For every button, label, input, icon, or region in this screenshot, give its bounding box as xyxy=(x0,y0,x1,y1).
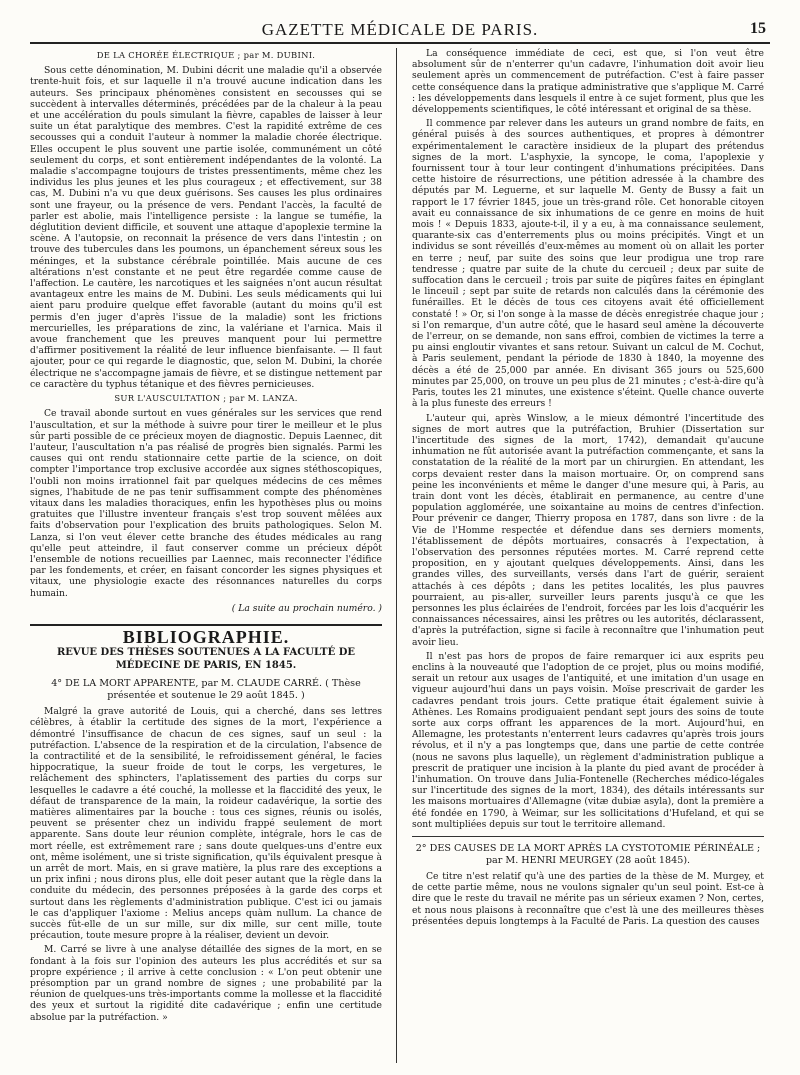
paragraph-meurgey: Ce titre n'est relatif qu'à une des parties de la thèse de M. Murgey, et de cette partie même, nous ne voulons signaler qu'un seul point. Est-ce à dire que le reste du travail ne mérite pas un sérieux examen ? Non, certes, et nous nous plaisons à reconnaître que c'est là une des meilleures thèses présentées depuis longtemps à la Faculté de Paris. La question des causes xyxy=(412,871,764,927)
paragraph-antiquite: Il n'est pas hors de propos de faire remarquer ici aux esprits peu enclins à la nouveauté que l'adoption de ce projet, plus ou moins modifié, serait un retour aux usages de l'antiquité, et une imitation d'un usage en vigueur aujourd'hui dans un pays voisin. Moïse prescrivait de garder les cadavres pendant trois jours. Cette pratique était également suivie à Athènes. Les Romains prodiguaient pendant sept jours des soins de toute sorte aux corps offrant les apparences de la mort. Aujourd'hui, en Allemagne, les protestants n'enterrent leurs cadavres qu'après trois jours révolus, et il n'y a pas longtemps que, dans une partie de cette contrée (nous ne savons plus laquelle), un règlement d'administration publique a prescrit de pratiquer une incision à la plante du pied avant de procéder à l'inhumation. On trouve dans Julia-Fontenelle (Recherches médico-légales sur l'incertitude des signes de la mort, 1834), des détails intéressants sur les maisons mortuaires d'Allemagne (vitæ dubiæ asyla), dont la première a été fondée en 1790, à Weimar, sur les sollicitations d'Hufeland, et qui se sont multipliées depuis sur tout le territoire allemand. xyxy=(412,650,764,830)
paragraph-faits: Il commence par relever dans les auteurs un grand nombre de faits, en général puisés à des sources authentiques, et propres à démontrer expérimentalement le caractère insidieux de la plupart des prétendus signes de la mort. L'asphyxie, la syncope, le coma, l'apoplexie y fournissent tour à tour leur contingent d'inhumations précipitées. Dans cette histoire de résurrections, une pétition adressée à la chambre des députés par M. Leguerne, et sur laquelle M. Genty de Bussy a fait un rapport le 17 février 1845, joue un très-grand rôle. Cet honorable citoyen avait eu connaissance de six inhumations de ce genre en moins de huit mois ! « Depuis 1833, ajoute-t-il, il y a eu, à ma connaissance seulement, quarante-six cas d'enterrements plus ou moins précipités. Vingt et un individus se sont réveillés d'eux-mêmes au moment où on allait les porter en terre ; neuf, par suite des soins que leur prodigua une trop rare tendresse ; quatre par suite de la chute du cercueil ; deux par suite de suffocation dans le cercueil ; trois par suite de piqûres faites en épinglant le linceuil ; sept par suite de retards non calculés dans la cérémonie des funérailles. Et le décès de tous ces citoyens avait été officiellement constaté ! » Or, si l'on songe à la masse de décès enregistrée chaque jour ; si l'on remarque, d'un autre côté, que le hasard seul amène la découverte de l'erreur, on se demande, non sans effroi, combien de victimes la terre a pu ainsi engloutir vivantes et sans retour. Suivant un calcul de M. Cochut, à Paris seulement, pendant la période de 1830 à 1840, la moyenne des décès a été de 25,000 par année. En divisant 365 jours ou 525,600 minutes par 25,000, on trouve un peu plus de 21 minutes ; c'est-à-dire qu'à Paris, toutes les 21 minutes, une existence s'éteint. Quelle chance ouverte à la plus funeste des erreurs ! xyxy=(412,118,764,410)
paragraph-auscultation: Ce travail abonde surtout en vues générales sur les services que rend l'auscultation, et sur la méthode à suivre pour tirer le meilleur et le plus sûr parti possible de ce précieux moyen de diagnostic. Depuis Laennec, dit l'auteur, l'auscultation n'a pas réalisé de progrès bien signalés. Parmi les causes qui ont rendu stationnaire cette partie de la science, on doit compter l'importance trop exclusive accordée aux signes stéthoscopiques, l'oubli non moins irrationnel fait par quelques médecins de ces mêmes signes, l'habitude de ne pas tenir suffisamment compte des phénomènes vitaux dans les maladies thoraciques, enfin les hypothèses plus ou moins gratuites que l'illustre inventeur français s'est trop souvent mêlées aux faits d'observation pour l'explication des bruits pathologiques. Selon M. Lanza, si l'on veut élever cette branche des études médicales au rang qu'elle peut atteindre, il faut conserver comme un précieux dépôt l'ensemble de notions recueillies par Laennec, mais reconnecter l'édifice par les fondements, et créer, en faisant concorder les signes physiques et vitaux, une physiologie exacte des résonnances naturelles du corps humain. xyxy=(30,408,382,599)
separator-rule xyxy=(412,836,764,837)
paragraph-winslow: L'auteur qui, après Winslow, a le mieux démontré l'incertitude des signes de mort autres que la putréfaction, Bruhier (Dissertation sur l'incertitude des signes de la mort, 1742), demandait qu'aucune inhumation ne fût autorisée avant la putréfaction commençante, et sans la constatation de la réalité de la mort par un chirurgien. En attendant, les corps devaient rester dans la maison mortuaire. Or, on comprend sans peine les inconvénients et même le danger d'une mesure qui, à Paris, au train dont vont les décès, établirait en permanence, au centre d'une population agglomérée, une soixantaine au moins de centres d'infection. Pour prévenir ce danger, Thierry proposa en 1787, dans son livre : de la Vie de l'Homme respectée et défendue dans ses derniers moments, l'établissement de dépôts mortuaires, consacrés à l'expectation, à l'observation des personnes réputées mortes. M. Carré reprend cette proposition, en y ajoutant quelques développements. Ainsi, dans les grandes villes, des surveillants, versés dans l'art de guérir, seraient attachés à ces dépôts ; dans les petites localités, les plus pauvres pourraient, au pis-aller, surveiller leurs parents jusqu'à ce que les personnes les plus éclairées de l'endroit, forcées par les lois d'acquérir les connaissances nécessaires, ainsi les prêtres ou les autorités, déclarassent, d'après la putréfaction, signe si facile à reconnaître que l'inhumation peut avoir lieu. xyxy=(412,412,764,648)
journal-title: GAZETTE MÉDICALE DE PARIS. xyxy=(261,20,539,39)
thesis-title-carre: 4° DE LA MORT APPARENTE, par M. CLAUDE CARRÉ. ( Thèse présentée et soutenue le 29 août 1845. ) xyxy=(51,678,361,702)
page-number: 15 xyxy=(750,20,766,37)
paragraph-choree: Sous cette dénomination, M. Dubini décrit une maladie qu'il a observée trente-huit fois, et sur laquelle il n'a trouvé aucune indication dans les auteurs. Ses principaux phénomènes consistent en secousses qui se succèdent à intervalles déterminés, précédées par de la chaleur à la peau et une accélération du pouls simulant la fièvre, capables de laisser à leur suite un état paralytique des membres. C'est la rapidité extrême de ces secousses qui a conduit l'auteur à nommer la maladie chorée électrique. Elles occupent le plus souvent une partie isolée, communément un côté seulement du corps, et sont entièrement indépendantes de la volonté. La maladie s'accompagne toujours de tristes pressentiments, même chez les individus les plus jeunes et les plus courageux ; et effectivement, sur 38 cas, M. Dubini n'a vu que deux guérisons. Ses causes les plus ordinaires sont une frayeur, ou la présence de vers. Pendant l'accès, la faculté de parler est abolie, mais l'intelligence persiste : la langue se tuméfie, la déglutition devient difficile, et souvent une attaque d'apoplexie termine la scène. A l'autopsie, on reconnait la présence de vers dans l'intestin ; on trouve des tubercules dans les poumons, un épanchement séreux sous les méninges, et la substance cérébrale pointillée. Mais aucune de ces altérations n'est constante et ne peut être regardée comme cause de l'affection. Le cautère, les narcotiques et les saignées n'ont aucun résultat avantageux entre les mains de M. Dubini. Les seuls médicaments qui lui aient paru produire quelque effet favorable (autant du moins qu'il est permis d'en juger d'après l'issue de la maladie) sont les frictions mercurielles, les préparations de zinc, la valériane et l'arnica. Mais il avoue franchement que les preuves manquent pour lui permettre d'affirmer positivement la réalité de leur influence bienfaisante. — Il faut ajouter, pour ce qui regarde le diagnostic, que, selon M. Dubini, la chorée électrique ne s'accompagne jamais de fièvre, et se distingue nettement par ce caractère du typhus tétanique et des fièvres pernicieuses. xyxy=(30,65,382,390)
bibliography-subheading: REVUE DES THÈSES SOUTENUES A LA FACULTÉ DE MÉDECINE DE PARIS, EN 1845. xyxy=(57,647,355,672)
column-divider xyxy=(396,48,397,1063)
bibliography-heading: BIBLIOGRAPHIE. xyxy=(30,624,382,643)
paragraph-carre-analyse: M. Carré se livre à une analyse détaillée des signes de la mort, en se fondant à la fois sur l'opinion des auteurs les plus accrédités et sur sa propre expérience ; il arrive à cette conclusion : « L'on peut obtenir une présomption par un grand nombre de signes ; une probabilité par la réunion de quelques-uns très-importants comme la mollesse et la flaccidité des yeux et surtout la rigidité dite cadavérique ; enfin une certitude absolue par la putréfaction. » xyxy=(30,944,382,1023)
page-header xyxy=(30,20,770,44)
left-column xyxy=(30,48,382,1063)
thesis-title-meurgey: 2° DES CAUSES DE LA MORT APRÈS LA CYSTOTOMIE PÉRINÉALE ; par M. HENRI MEURGEY (28 août 1845). xyxy=(415,843,761,867)
continuation-note: ( La suite au prochain numéro. ) xyxy=(231,602,382,614)
paragraph-consequence: La conséquence immédiate de ceci, est que, si l'on veut être absolument sûr de n'enterrer qu'un cadavre, l'inhumation doit avoir lieu seulement après un commencement de putréfaction. C'est à faire passer cette conséquence dans la pratique administrative que s'applique M. Carré : les développements dans lesquels il entre à ce sujet forment, plus que les développements scientifiques, le côté intéressant et original de sa thèse. xyxy=(412,48,764,116)
section-title-auscultation: SUR L'AUSCULTATION ; par M. LANZA. xyxy=(114,393,298,404)
right-column xyxy=(412,48,764,1063)
paragraph-mort-apparente: Malgré la grave autorité de Louis, qui a cherché, dans ses lettres célèbres, à établir la certitude des signes de la mort, l'expérience a démontré l'insuffisance de chacun de ces signes, sauf un seul : la putréfaction. L'absence de la respiration et de la circulation, l'absence de la contractilité et de la sensibilité, le refroidissement général, le facies hippocratique, la sueur froide de tout le corps, les vergetures, le relâchement des sphincters, l'aplatissement des parties du corps sur lesquelles le cadavre a été couché, la mollesse et la flaccidité des yeux, le défaut de transparence de la main, la roideur cadavérique, la sortie des matières alimentaires par la bouche : tous ces signes, réunis ou isolés, peuvent se présenter chez un individu frappé seulement de mort apparente. Sans doute leur réunion complète, intégrale, hors le cas de mort réelle, est extrêmement rare ; sans doute quelques-uns d'entre eux ont, même isolément, une si triste signification, qu'ils équivalent presque à un arrêt de mort. Mais, en si grave matière, la plus rare des exceptions a un prix infini ; nous dirons plus, elle doit peser autant que la règle dans la conduite du médecin, des personnes préposées à la garde des corps et surtout dans les règlements d'administration publique. C'est ici ou jamais le cas d'appliquer l'axiome : Melius anceps quàm nullum. La chance de succès fût-elle de un sur mille, sur dix mille, sur cent mille, toute précaution, toute mesure propre à la réaliser, devient un devoir. xyxy=(30,706,382,942)
section-title-choree: DE LA CHORÉE ÉLECTRIQUE ; par M. DUBINI. xyxy=(96,50,316,60)
